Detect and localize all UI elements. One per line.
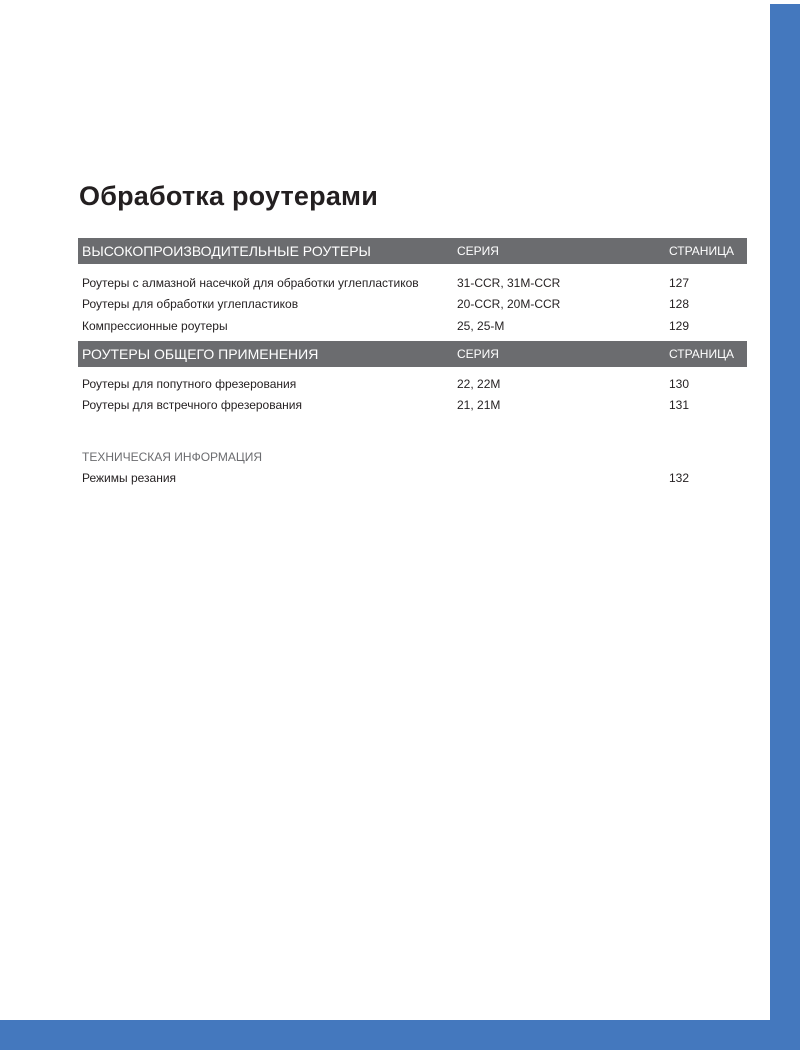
side-accent-bar — [770, 4, 800, 1050]
page-column-header: СТРАНИЦА — [669, 244, 734, 258]
product-series: 20-CCR, 20M-CCR — [457, 297, 561, 311]
product-name: Роутеры для встречного фрезерования — [82, 398, 302, 412]
product-name: Роутеры для обработки углепластиков — [82, 297, 299, 311]
section-header-general-purpose — [78, 341, 747, 367]
series-column-header: СЕРИЯ — [457, 244, 499, 258]
page-number: 128 — [669, 297, 690, 311]
table-row[interactable] — [78, 377, 747, 395]
table-row[interactable] — [78, 471, 747, 489]
table-row[interactable] — [78, 276, 747, 294]
section-title: РОУТЕРЫ ОБЩЕГО ПРИМЕНЕНИЯ — [82, 346, 319, 362]
product-name: Компрессионные роутеры — [82, 319, 228, 333]
product-series: 25, 25-M — [457, 319, 505, 333]
page-number: 130 — [669, 377, 690, 391]
product-series: 21, 21M — [457, 398, 501, 412]
page-title: Обработка роутерами — [79, 181, 379, 211]
technical-info-heading: ТЕХНИЧЕСКАЯ ИНФОРМАЦИЯ — [82, 450, 263, 464]
product-series: 31-CCR, 31M-CCR — [457, 276, 561, 290]
page-number: 131 — [669, 398, 690, 412]
page-number: 132 — [669, 471, 690, 485]
section-title: ВЫСОКОПРОИЗВОДИТЕЛЬНЫЕ РОУТЕРЫ — [82, 243, 371, 259]
page-number: 129 — [669, 319, 690, 333]
table-row[interactable] — [78, 319, 747, 337]
product-name: Роутеры с алмазной насечкой для обработки углепластиков — [82, 276, 419, 290]
page-number: 127 — [669, 276, 690, 290]
section-header-high-performance — [78, 238, 747, 264]
table-row[interactable] — [78, 398, 747, 416]
product-name: Роутеры для попутного фрезерования — [82, 377, 297, 391]
page-column-header: СТРАНИЦА — [669, 347, 734, 361]
product-name: Режимы резания — [82, 471, 177, 485]
product-series: 22, 22M — [457, 377, 501, 391]
series-column-header: СЕРИЯ — [457, 347, 499, 361]
table-row[interactable] — [78, 297, 747, 315]
bottom-accent-bar — [0, 1020, 800, 1050]
